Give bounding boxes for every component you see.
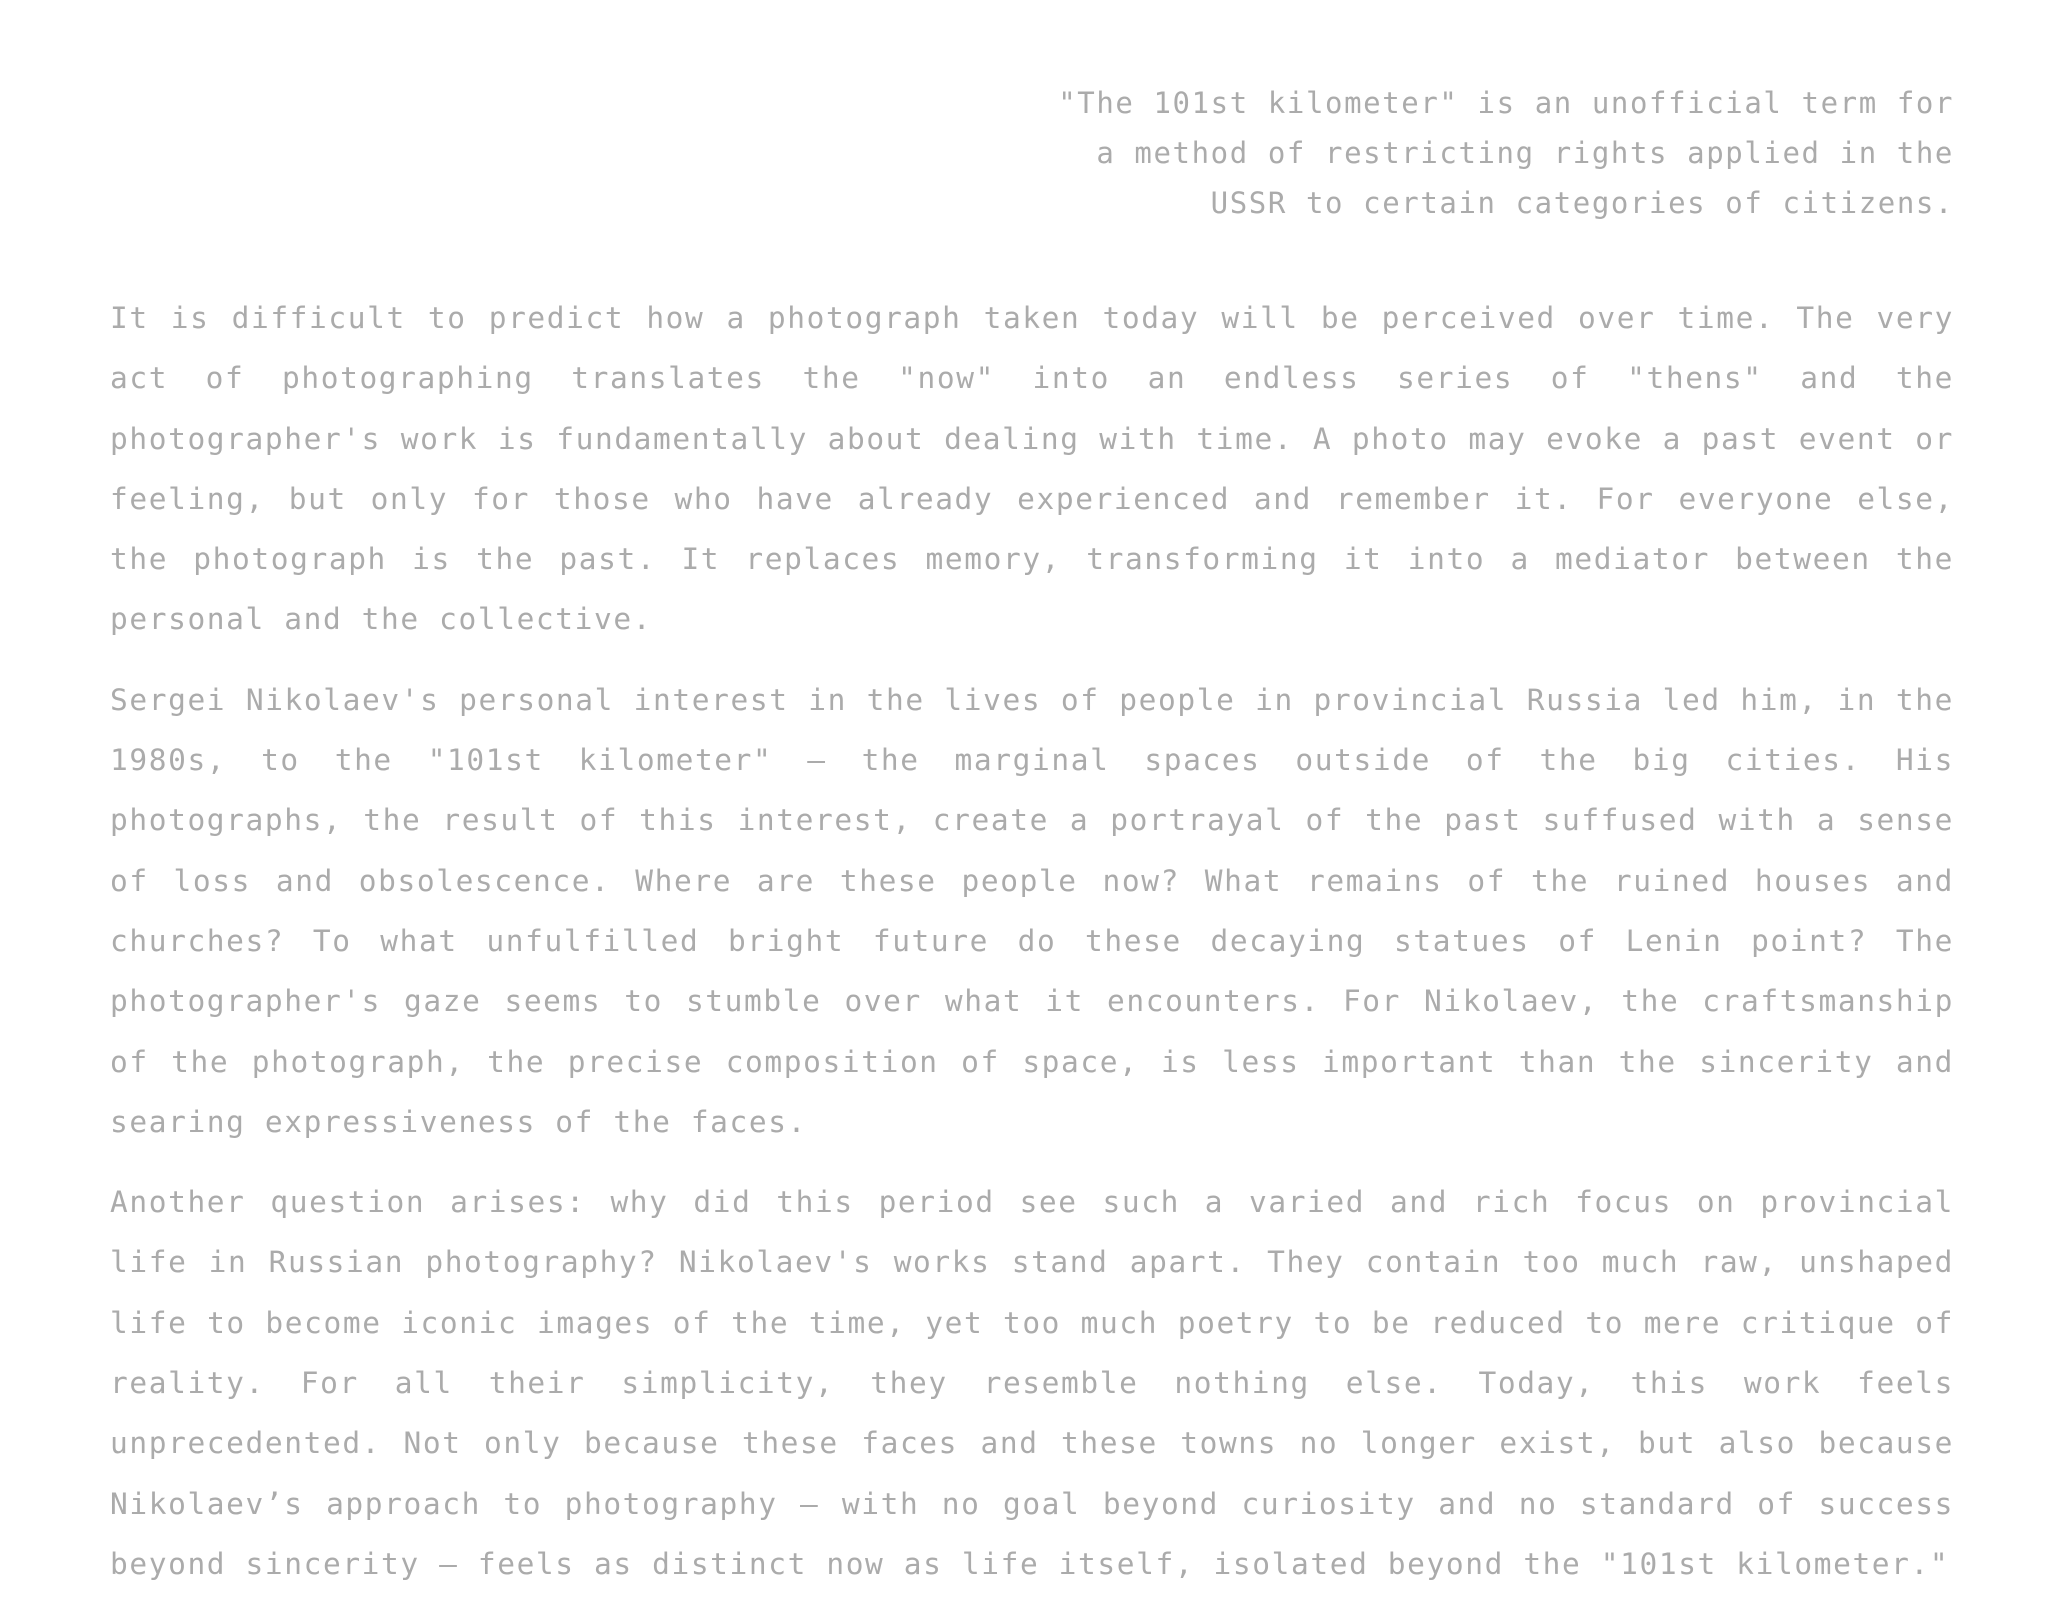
body-text	[110, 288, 1954, 1594]
paragraph: Sergei Nikolaev's personal interest in the lives of people in provincial Russia led him, in the 1980s, to the "101st kilometer" – the marginal spaces outside of the big cities. His photographs, the result of this interest, create a portrayal of the past suffused with a sense of loss and obsolescence. Where are these people now? What remains of the ruined houses and churches? To what unfulfilled bright future do these decaying statues of Lenin point? The photographer's gaze seems to stumble over what it encounters. For Nikolaev, the craftsmanship of the photograph, the precise composition of space, is less important than the sincerity and searing expressiveness of the faces.	[110, 682, 1954, 1139]
epigraph	[110, 78, 1954, 228]
paragraph: Another question arises: why did this period see such a varied and rich focus on provincial life in Russian photography? Nikolaev's works stand apart. They contain too much raw, unshaped life to become iconic images of the time, yet too much poetry to be reduced to mere critique of reality. For all their simplicity, they resemble nothing else. Today, this work feels unprecedented. Not only because these faces and these towns no longer exist, but also because Nikolaev’s approach to photography – with no goal beyond curiosity and no standard of success beyond sincerity – feels as distinct now as life itself, isolated beyond the "101st kilometer."	[110, 1185, 1954, 1581]
epigraph-line: "The 101st kilometer" is an unofficial term for	[1058, 86, 1954, 120]
epigraph-line: a method of restricting rights applied in the	[1096, 136, 1954, 170]
paragraph: It is difficult to predict how a photograph taken today will be perceived over time. The very act of photographing translates the "now" into an endless series of "thens" and the photographer's work is fundamentally about dealing with time. A photo may evoke a past event or feeling, but only for those who have already experienced and remember it. For everyone else, the photograph is the past. It replaces memory, transforming it into a mediator between the personal and the collective.	[110, 301, 1954, 637]
epigraph-line: USSR to certain categories of citizens.	[1210, 186, 1954, 220]
document-page	[110, 78, 1954, 1614]
